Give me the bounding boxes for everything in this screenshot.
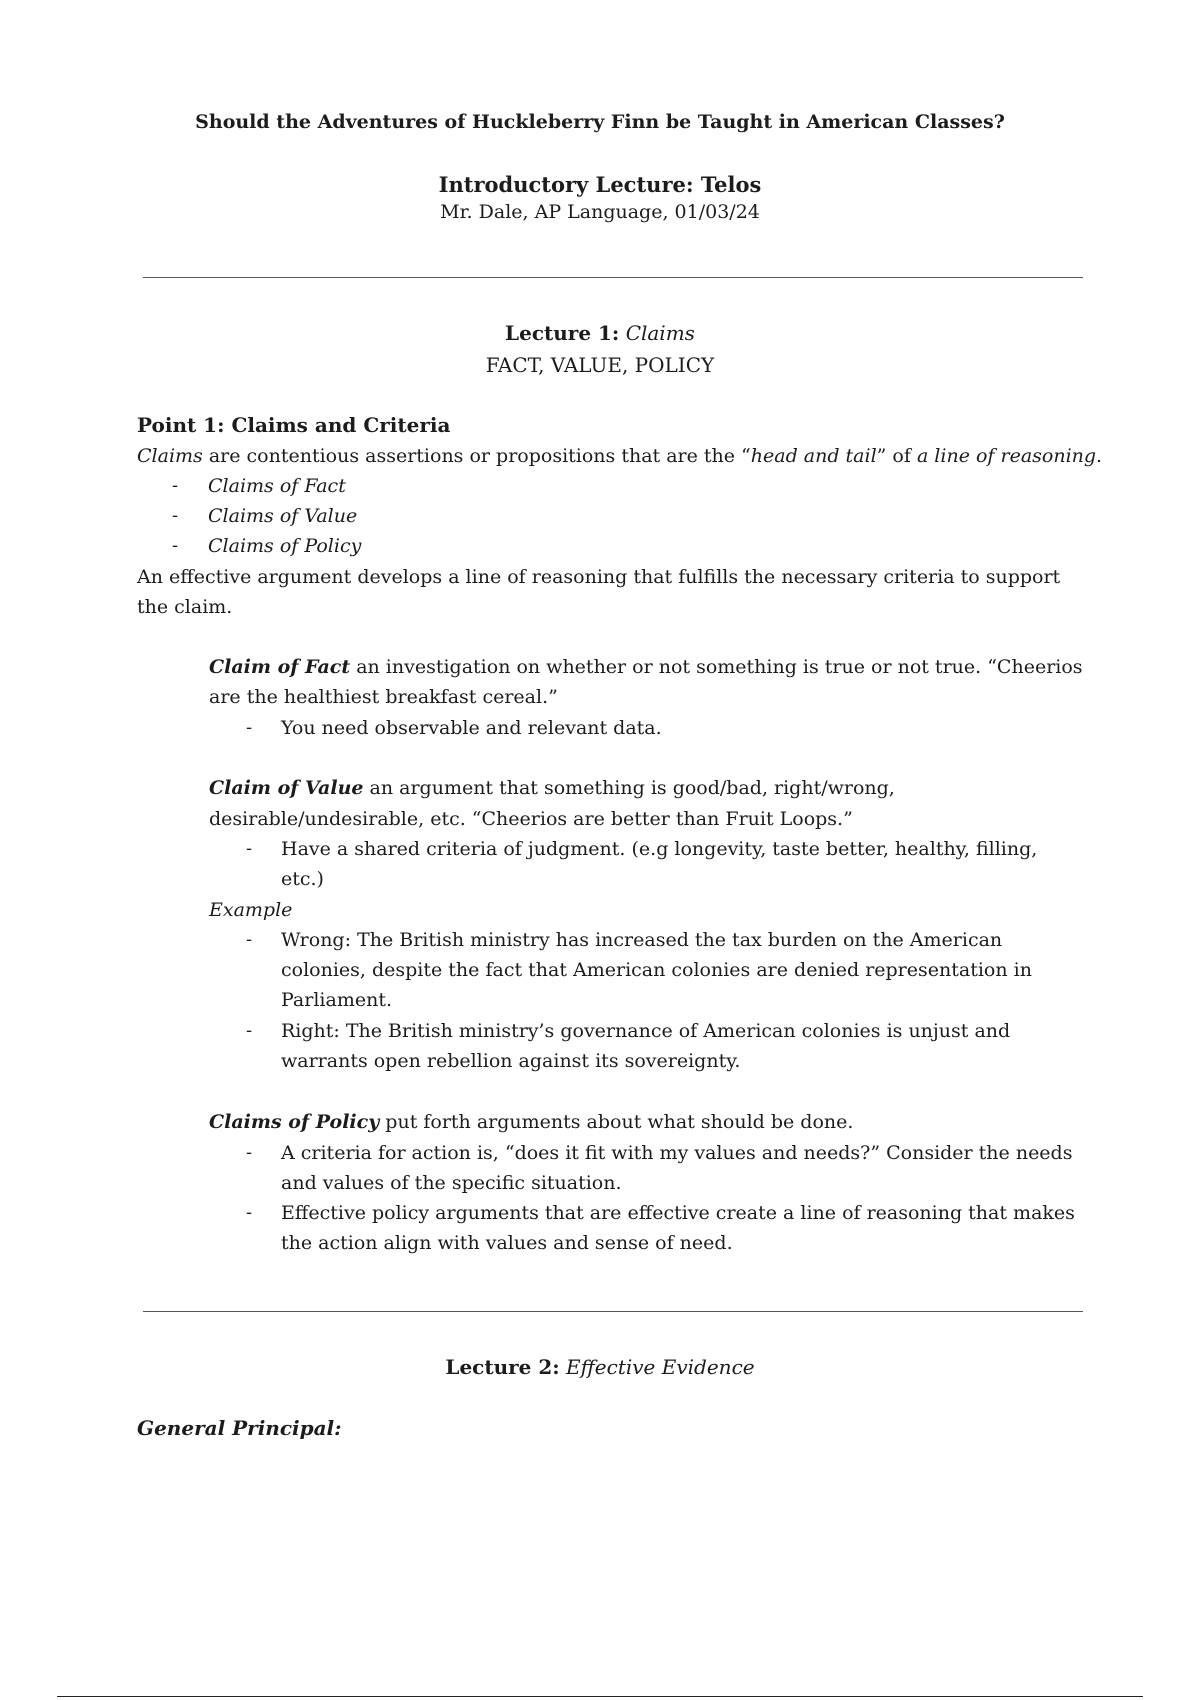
claim-of-fact-line-1: Claim of Fact an investigation on whether or not something is true or not true. “Cheerios bbox=[209, 656, 1083, 678]
byline: Mr. Dale, AP Language, 01/03/24 bbox=[440, 201, 760, 223]
policy-bullet-2-line-2: the action align with values and sense of need. bbox=[281, 1232, 733, 1254]
bullet-dash: - bbox=[246, 717, 253, 738]
claim-of-fact-line-2: are the healthiest breakfast cereal.” bbox=[209, 686, 558, 708]
lecture-1-topic: Claims bbox=[625, 321, 695, 345]
list-item-claims-of-value: Claims of Value bbox=[208, 505, 358, 527]
general-principal-heading: General Principal: bbox=[137, 1416, 342, 1440]
example-label: Example bbox=[209, 899, 293, 921]
section-divider bbox=[143, 277, 1083, 278]
list-item-claims-of-fact: Claims of Fact bbox=[208, 475, 346, 497]
summary-line-2: the claim. bbox=[137, 596, 233, 618]
page-bottom-border bbox=[57, 1696, 1143, 1697]
claim-of-value-term: Claim of Value bbox=[209, 777, 364, 799]
bullet-dash: - bbox=[172, 535, 179, 556]
lecture-subtitle: Introductory Lecture: Telos bbox=[438, 172, 762, 197]
point-1-heading: Point 1: Claims and Criteria bbox=[137, 413, 451, 437]
lecture-2-heading bbox=[0, 1352, 1200, 1382]
lecture-1-label: Lecture 1: bbox=[505, 321, 620, 345]
right-example-line-1: Right: The British ministry’s governance of American colonies is unjust and bbox=[281, 1020, 1011, 1042]
section-divider bbox=[143, 1311, 1083, 1312]
claims-definition: Claims are contentious assertions or propositions that are the “head and tail” of a line of reasoning. bbox=[137, 445, 1103, 467]
claim-categories: FACT, VALUE, POLICY bbox=[485, 353, 715, 377]
policy-bullet-2-line-1: Effective policy arguments that are effective create a line of reasoning that makes bbox=[281, 1202, 1075, 1224]
right-example-line-2: warrants open rebellion against its sovereignty. bbox=[281, 1050, 741, 1072]
value-bullet-1-line-2: etc.) bbox=[281, 868, 324, 890]
policy-bullet-1-line-1: A criteria for action is, “does it fit with my values and needs?” Consider the needs bbox=[281, 1142, 1073, 1164]
claim-of-fact-term: Claim of Fact bbox=[209, 656, 351, 678]
list-item-claims-of-policy: Claims of Policy bbox=[208, 535, 362, 557]
document-title: Should the Adventures of Huckleberry Finn be Taught in American Classes? bbox=[195, 111, 1005, 133]
policy-bullet-1-line-2: and values of the specific situation. bbox=[281, 1172, 622, 1194]
wrong-example-line-1: Wrong: The British ministry has increased the tax burden on the American bbox=[281, 929, 1003, 951]
summary-line-1: An effective argument develops a line of reasoning that fulfills the necessary criteria to support bbox=[137, 566, 1061, 588]
bullet-dash: - bbox=[246, 929, 253, 950]
claim-of-value-line-2: desirable/undesirable, etc. “Cheerios are better than Fruit Loops.” bbox=[209, 808, 853, 830]
bullet-dash: - bbox=[246, 1202, 253, 1223]
wrong-example-line-3: Parliament. bbox=[281, 989, 392, 1011]
claims-of-policy-line-1: Claims of Policy put forth arguments about what should be done. bbox=[209, 1111, 854, 1133]
lecture-2-label: Lecture 2: bbox=[445, 1355, 560, 1379]
bullet-dash: - bbox=[172, 505, 179, 526]
claims-of-policy-term: Claims of Policy bbox=[209, 1111, 380, 1133]
bullet-dash: - bbox=[172, 475, 179, 496]
claim-of-value-line-1: Claim of Value an argument that something is good/bad, right/wrong, bbox=[209, 777, 895, 799]
lecture-1-heading bbox=[0, 318, 1200, 348]
wrong-example-line-2: colonies, despite the fact that American colonies are denied representation in bbox=[281, 959, 1032, 981]
lecture-2-topic: Effective Evidence bbox=[566, 1355, 755, 1379]
fact-bullet-1: You need observable and relevant data. bbox=[281, 717, 662, 739]
bullet-dash: - bbox=[246, 1142, 253, 1163]
value-bullet-1-line-1: Have a shared criteria of judgment. (e.g longevity, taste better, healthy, filling, bbox=[281, 838, 1038, 860]
bullet-dash: - bbox=[246, 1020, 253, 1041]
bullet-dash: - bbox=[246, 838, 253, 859]
